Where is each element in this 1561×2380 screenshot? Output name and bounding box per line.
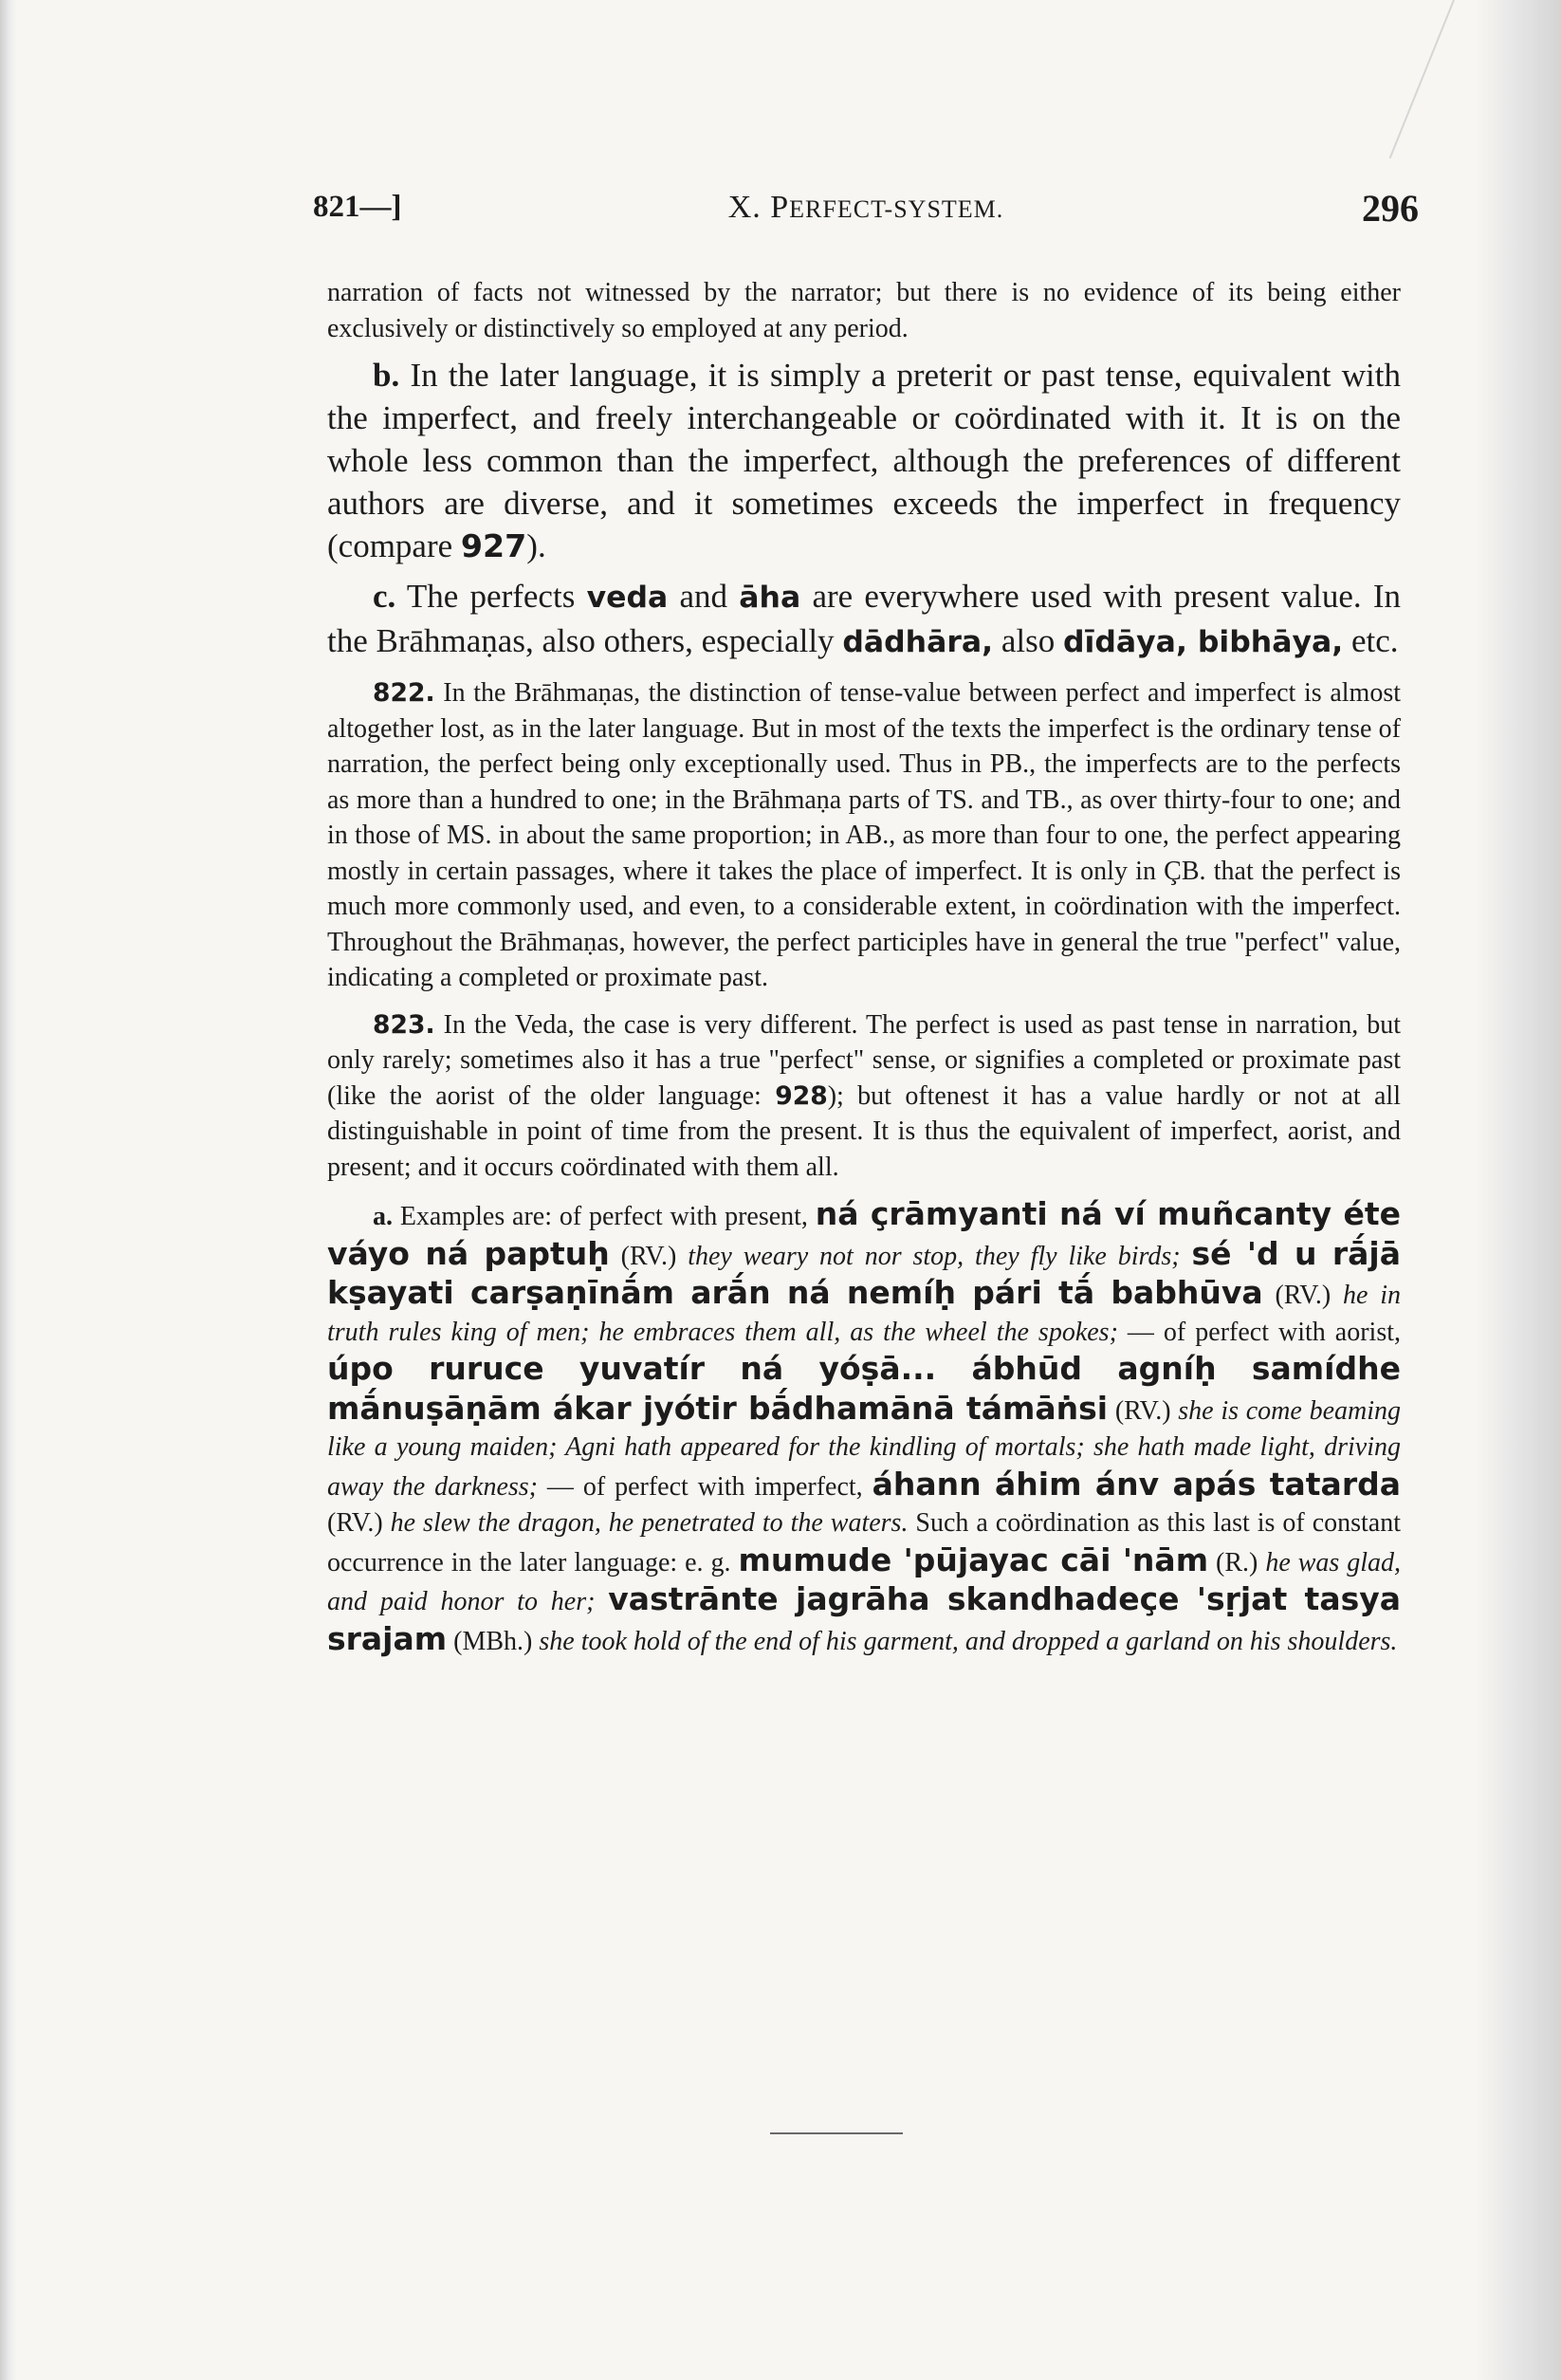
- paragraph-c: [327, 575, 1401, 664]
- paragraph-text: Such a coördination as this last is of constant occurrence in the later language: e. g.: [327, 1508, 1402, 1577]
- chapter-title-prefix: X. P: [727, 190, 790, 225]
- translation: he was glad, and paid honor to her;: [327, 1547, 1402, 1616]
- paragraph-text: — of perfect with imperfect,: [538, 1471, 872, 1502]
- paragraph-text: In the Veda, the case is very different. The perfect is used as past tense in narration, but only rarely; sometimes also it has a true "perfect" sense, or signifies a completed or proximate past (like the aorist of the older language:: [327, 1009, 1401, 1111]
- paragraph-continuation: [327, 275, 1401, 346]
- source-citation: (R.): [1208, 1547, 1266, 1577]
- paragraph-label: a.: [373, 1202, 393, 1231]
- paragraph-text: [1181, 1242, 1192, 1271]
- source-citation: (RV.): [1108, 1395, 1179, 1426]
- page-number: 296: [1362, 187, 1419, 230]
- paragraph-label: c.: [373, 578, 396, 615]
- paragraph-examples: [327, 1196, 1401, 1660]
- sanskrit-example: ná çrāmyanti ná ví muñcanty éte váyo ná paptuḥ: [327, 1195, 1401, 1272]
- sanskrit-word: dādhāra,: [842, 625, 994, 659]
- source-citation: (RV.): [1262, 1281, 1343, 1310]
- paragraph-text: ); but oftenest it has a value hardly or not at all distinguishable in point of time from the present. It is thus the equivalent of imperfect, aorist, and present; and it occurs coördinated with them all.: [327, 1080, 1401, 1182]
- chapter-title: [313, 190, 1419, 226]
- paragraph-b: [327, 354, 1401, 567]
- footer-rule: [770, 2132, 903, 2134]
- section-822: [327, 675, 1401, 996]
- scan-edge-left: [0, 0, 17, 2380]
- sanskrit-example: sé 'd u rā́jā kṣayati carṣaṇīnā́m arā́n ná nemíḥ pári tā́ babhūva: [327, 1234, 1401, 1311]
- paragraph-label: b.: [373, 357, 400, 394]
- paragraph-text: — of perfect with aorist,: [1117, 1317, 1401, 1347]
- chapter-title-rest: ERFECT-SYSTEM.: [789, 195, 1004, 223]
- section-number: 822.: [373, 678, 435, 708]
- translation: she is come beaming like a young maiden; Agni hath appeared for the kindling of mortals; she hath made light, driving away the darkness;: [327, 1395, 1401, 1502]
- source-citation: (RV.): [609, 1241, 689, 1271]
- sanskrit-word: veda: [586, 581, 669, 615]
- sanskrit-word: dīdāya, bibhāya,: [1063, 625, 1344, 659]
- sanskrit-example: áhann áhim ánv apás tatarda: [872, 1465, 1401, 1503]
- sanskrit-example: mumude 'pūjayac cāi 'nām: [738, 1541, 1209, 1578]
- paragraph-text: In the Brāhmaṇas, the distinction of tense-value between perfect and imperfect is almost altogether lost, as in the later language. But in most of the texts the imperfect is the ordinary tense of narration, the perfect being only exceptionally used. Thus in PB., the imperfects are to the perfects as more than a hundred to one; in the Brāhmaṇa parts of TS. and TB., as over thirty-four to one; and in those of MS. in about the same proportion; in AB., as more than four to one, the perfect appearing mostly in certain passages, where it takes the place of imperfect. It is only in ÇB. that the perfect is much more commonly used, and even, to a considerable extent, in coördination with the imperfect. Throughout the Brāhmaṇas, however, the perfect participles have in general the true "perfect" value, indicating a completed or proximate past.: [327, 678, 1401, 992]
- paragraph-text: are everywhere used with present value. In the Brāhmaṇas, also others, especially: [327, 578, 1401, 659]
- paragraph-text: ).: [526, 527, 546, 564]
- paragraph-text: The perfects: [395, 578, 587, 615]
- section-range: 821—]: [313, 190, 402, 224]
- paragraph-text: also: [993, 622, 1063, 659]
- paragraph-text: and: [668, 578, 740, 615]
- section-823: [327, 1007, 1401, 1186]
- paragraph-text: narration of facts not witnessed by the narrator; but there is no evidence of its being either exclusively or distinctively so employed at any period.: [327, 278, 1401, 343]
- translation: she took hold of the end of his garment, and dropped a garland on his shoulders.: [539, 1626, 1398, 1656]
- translation: he in truth rules king of men; he embraces them all, as the wheel the spokes;: [327, 1281, 1401, 1347]
- page-fold-mark: [1389, 0, 1455, 158]
- section-reference: 928: [775, 1080, 828, 1111]
- translation: he slew the dragon, he penetrated to the waters.: [390, 1508, 909, 1538]
- sanskrit-example: úpo ruruce yuvatír ná yóṣā... ábhūd agníḥ samídhe mā́nuṣāṇām ákar jyótir bā́dhamānā támāṅsi: [327, 1350, 1401, 1427]
- paragraph-text: [595, 1587, 608, 1616]
- scan-edge-right: [1476, 0, 1561, 2380]
- sanskrit-word: āha: [739, 581, 801, 615]
- page-body: [327, 275, 1401, 1660]
- paragraph-text: In the later language, it is simply a preterit or past tense, equivalent with the imperfect, and freely interchangeable or coördinated with it. It is on the whole less common than the imperfect, although the preferences of different authors are diverse, and it sometimes exceeds the imperfect in frequency (compare: [327, 357, 1401, 564]
- translation: they weary not nor stop, they fly like birds;: [688, 1241, 1181, 1271]
- source-citation: (RV.): [327, 1508, 391, 1538]
- section-number: 823.: [373, 1009, 435, 1040]
- paragraph-text: Examples are: of perfect with present,: [393, 1202, 816, 1231]
- running-header: [313, 187, 1419, 247]
- paragraph-text: etc.: [1343, 622, 1399, 659]
- section-reference: 927: [460, 527, 527, 564]
- sanskrit-example: vastrānte jagrāha skandhadeçe 'sṛjat tasya srajam: [327, 1580, 1402, 1657]
- source-citation: (MBh.): [447, 1626, 540, 1656]
